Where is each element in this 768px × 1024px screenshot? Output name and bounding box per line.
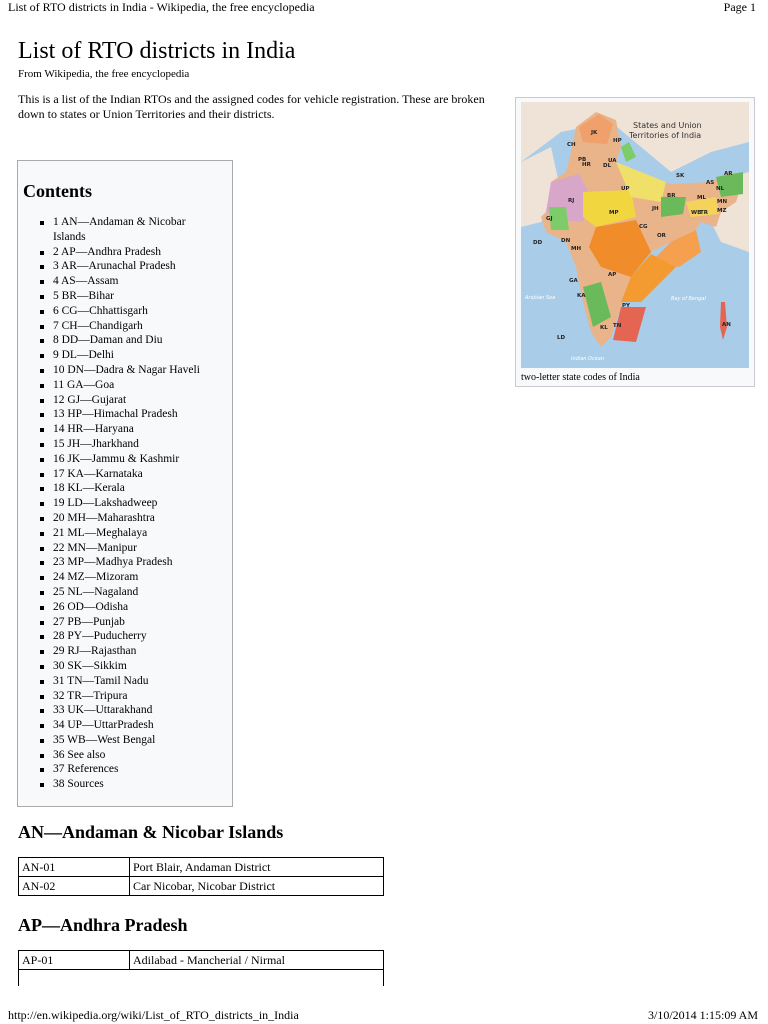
rto-district-cell: Car Nicobar, Nicobar District bbox=[130, 877, 384, 896]
map-state-code: PB bbox=[578, 157, 587, 163]
toc-item[interactable]: 10 DN—Dadra & Nagar Haveli bbox=[36, 363, 213, 378]
map-state-code: JK bbox=[591, 130, 598, 136]
section-heading-ap: AP—Andhra Pradesh bbox=[18, 915, 188, 935]
toc-list bbox=[36, 215, 213, 792]
map-state-code: AP bbox=[608, 272, 617, 278]
map-state-code: KL bbox=[600, 325, 608, 331]
map-state-code: ML bbox=[697, 195, 706, 201]
toc-item[interactable]: 15 JH—Jharkhand bbox=[36, 437, 213, 452]
map-sea-label: Bay of Bengal bbox=[671, 296, 706, 302]
table-of-contents bbox=[17, 160, 233, 807]
toc-item[interactable]: 28 PY—Puducherry bbox=[36, 629, 213, 644]
map-state-code: GA bbox=[569, 278, 578, 284]
toc-item[interactable]: 36 See also bbox=[36, 748, 213, 763]
map-state-code: KA bbox=[577, 293, 586, 299]
page-subtitle: From Wikipedia, the free encyclopedia bbox=[18, 68, 190, 80]
toc-item[interactable]: 8 DD—Daman and Diu bbox=[36, 333, 213, 348]
map-state-code: MH bbox=[571, 246, 582, 252]
toc-item[interactable]: 32 TR—Tripura bbox=[36, 689, 213, 704]
toc-item[interactable]: 31 TN—Tamil Nadu bbox=[36, 674, 213, 689]
toc-item[interactable]: 1 AN—Andaman & Nicobar Islands bbox=[36, 215, 213, 245]
map-state-code: MN bbox=[717, 199, 728, 205]
rto-table-an bbox=[18, 857, 384, 896]
rto-district-cell: Port Blair, Andaman District bbox=[130, 858, 384, 877]
toc-item[interactable]: 16 JK—Jammu & Kashmir bbox=[36, 452, 213, 467]
toc-item[interactable]: 26 OD—Odisha bbox=[36, 600, 213, 615]
rto-code-cell: AP-01 bbox=[19, 951, 130, 970]
map-state-code: SK bbox=[676, 173, 685, 179]
toc-item[interactable]: 3 AR—Arunachal Pradesh bbox=[36, 259, 213, 274]
toc-item[interactable]: 20 MH—Maharashtra bbox=[36, 511, 213, 526]
print-page-number: Page 1 bbox=[723, 0, 756, 14]
map-state-code: RJ bbox=[568, 198, 575, 204]
rto-table-ap bbox=[18, 950, 384, 970]
rto-code-cell: AN-01 bbox=[19, 858, 130, 877]
map-state-code: LD bbox=[557, 335, 566, 341]
toc-item[interactable]: 13 HP—Himachal Pradesh bbox=[36, 407, 213, 422]
map-caption: two-letter state codes of India bbox=[521, 372, 640, 383]
map-state-code: WB bbox=[691, 210, 702, 216]
toc-item[interactable]: 18 KL—Kerala bbox=[36, 481, 213, 496]
map-state-code: HR bbox=[582, 162, 591, 168]
map-sea-label: Arabian Sea bbox=[525, 295, 556, 301]
print-header-title: List of RTO districts in India - Wikipedia, the free encyclopedia bbox=[8, 0, 315, 14]
map-state-code: BR bbox=[667, 193, 676, 199]
map-sea-label: Indian Ocean bbox=[571, 356, 605, 362]
map-state-code: PY bbox=[622, 303, 631, 309]
toc-item[interactable]: 23 MP—Madhya Pradesh bbox=[36, 555, 213, 570]
toc-title: Contents bbox=[23, 181, 93, 201]
map-state-code: UP bbox=[621, 186, 630, 192]
intro-paragraph: This is a list of the Indian RTOs and the assigned codes for vehicle registration. These are broken down to states or Union Territories and their districts. bbox=[18, 92, 485, 121]
map-state-code: DN bbox=[561, 238, 571, 244]
map-state-code: TR bbox=[700, 210, 708, 216]
rto-district-cell: Adilabad - Mancherial / Nirmal bbox=[130, 951, 384, 970]
section-heading-an: AN—Andaman & Nicobar Islands bbox=[18, 822, 284, 842]
map-state-code: DD bbox=[533, 240, 543, 246]
map-state-code: DL bbox=[603, 163, 612, 169]
toc-item[interactable]: 2 AP—Andhra Pradesh bbox=[36, 245, 213, 260]
toc-item[interactable]: 21 ML—Meghalaya bbox=[36, 526, 213, 541]
map-state-code: AR bbox=[724, 171, 733, 177]
toc-item[interactable]: 19 LD—Lakshadweep bbox=[36, 496, 213, 511]
toc-item[interactable]: 14 HR—Haryana bbox=[36, 422, 213, 437]
toc-item[interactable]: 24 MZ—Mizoram bbox=[36, 570, 213, 585]
toc-item[interactable]: 34 UP—UttarPradesh bbox=[36, 718, 213, 733]
toc-item[interactable]: 6 CG—Chhattisgarh bbox=[36, 304, 213, 319]
india-map-image[interactable] bbox=[521, 102, 749, 368]
toc-item[interactable]: 38 Sources bbox=[36, 777, 213, 792]
page-title: List of RTO districts in India bbox=[18, 38, 296, 64]
map-state-code: HP bbox=[613, 138, 622, 144]
map-state-code: CH bbox=[567, 142, 576, 148]
map-state-code: MP bbox=[609, 210, 619, 216]
toc-item[interactable]: 27 PB—Punjab bbox=[36, 615, 213, 630]
toc-item[interactable]: 9 DL—Delhi bbox=[36, 348, 213, 363]
map-state-code: MZ bbox=[717, 208, 727, 214]
toc-item[interactable]: 30 SK—Sikkim bbox=[36, 659, 213, 674]
rto-code-cell: AN-02 bbox=[19, 877, 130, 896]
toc-item[interactable]: 22 MN—Manipur bbox=[36, 541, 213, 556]
toc-item[interactable]: 35 WB—West Bengal bbox=[36, 733, 213, 748]
map-state-code: AS bbox=[706, 180, 715, 186]
map-thumbnail[interactable] bbox=[515, 97, 755, 387]
map-state-code: NL bbox=[716, 186, 725, 192]
map-heading-line1: States and Union bbox=[633, 121, 702, 130]
map-state-code: OR bbox=[657, 233, 666, 239]
table-continuation bbox=[18, 970, 384, 986]
table-row bbox=[19, 858, 384, 877]
map-state-code: GJ bbox=[546, 216, 553, 222]
print-footer-timestamp: 3/10/2014 1:15:09 AM bbox=[647, 1008, 758, 1022]
toc-item[interactable]: 29 RJ—Rajasthan bbox=[36, 644, 213, 659]
toc-item[interactable]: 37 References bbox=[36, 762, 213, 777]
toc-item[interactable]: 5 BR—Bihar bbox=[36, 289, 213, 304]
map-heading-line2: Territories of India bbox=[629, 131, 702, 140]
map-state-code: CG bbox=[639, 224, 648, 230]
toc-item[interactable]: 33 UK—Uttarakhand bbox=[36, 703, 213, 718]
toc-item[interactable]: 17 KA—Karnataka bbox=[36, 467, 213, 482]
toc-item[interactable]: 12 GJ—Gujarat bbox=[36, 393, 213, 408]
map-state-code: AN bbox=[722, 322, 731, 328]
print-footer-url: http://en.wikipedia.org/wiki/List_of_RTO_districts_in_India bbox=[8, 1008, 299, 1022]
map-state-code: TN bbox=[613, 323, 622, 329]
toc-item[interactable]: 7 CH—Chandigarh bbox=[36, 319, 213, 334]
toc-item[interactable]: 4 AS—Assam bbox=[36, 274, 213, 289]
table-row bbox=[19, 877, 384, 896]
table-row bbox=[19, 951, 384, 970]
toc-item[interactable]: 11 GA—Goa bbox=[36, 378, 213, 393]
map-state-code: JH bbox=[652, 206, 659, 212]
map-state-code: UA bbox=[608, 158, 617, 164]
toc-item[interactable]: 25 NL—Nagaland bbox=[36, 585, 213, 600]
